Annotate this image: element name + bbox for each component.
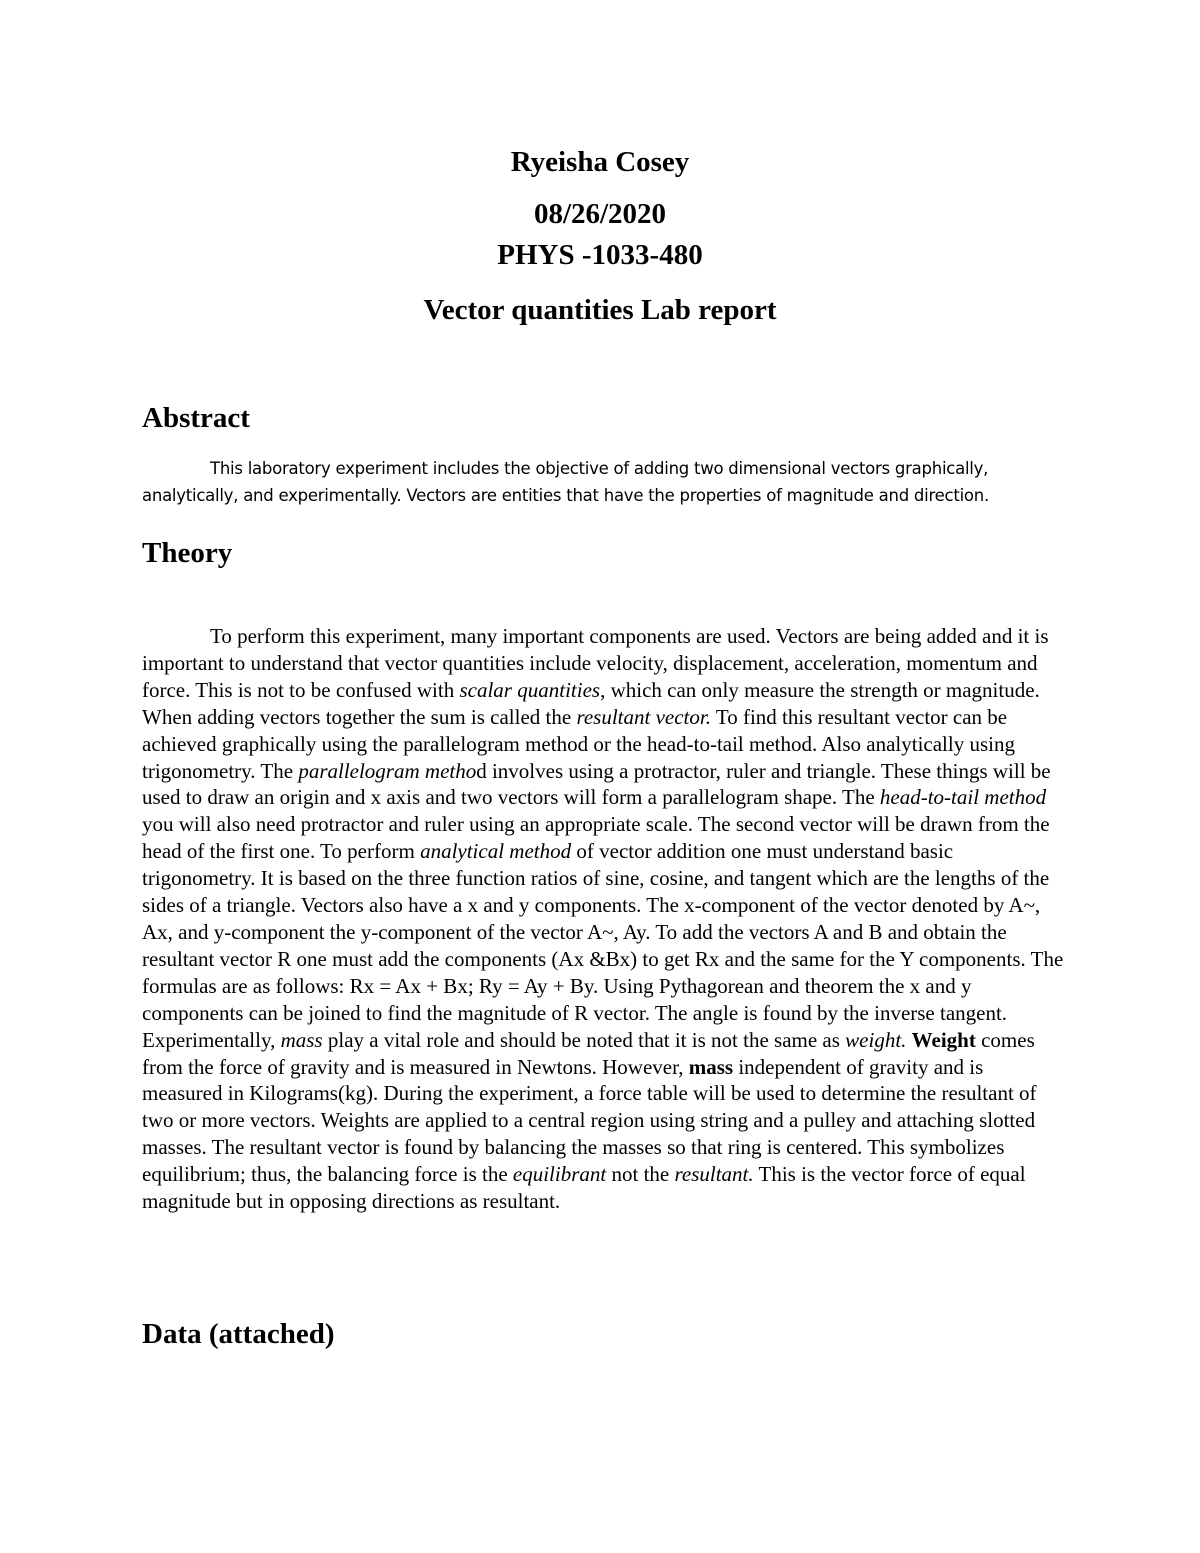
theory-term-italic: mass [280,1027,323,1052]
theory-term-italic: equilibrant [512,1162,607,1187]
theory-paragraph [142,623,1067,1215]
theory-text: play a vital role and should be noted that it is not the same as [322,1027,846,1052]
theory-text: of vector addition one must understand basic trigonometry. It is based on the three function ratios of sine, cosine, and tangent which are the lengths of the sides of a triangle. Vectors also have a x and y components. The x-component of the vector denoted by A~, Ax, and y-component the y-component of the vector A~, Ay. To add the vectors A and B and obtain the resultant vector R one must add the components (Ax &Bx) to get Rx and the same for the Y components. The formulas are as follows: Rx = Ax + Bx; Ry = Ay + By. Using Pythagorean and theorem the x and y components can be joined to find the magnitude of R vector. The angle is found by the inverse tangent. Experimentally, [142,839,1064,1052]
theory-text: To perform this experiment, many important components are used. Vectors are being added and it is important to understand that vector quantities include velocity, displacement, acceleration, momentum and force. This is not to be confused with [142,624,1049,702]
theory-term-italic: analytical method [420,839,572,864]
theory-text: This is the vector force of equal magnitude but in opposing directions as resultant. [142,1162,1026,1214]
theory-term-italic: weight. [845,1027,907,1052]
course-code: PHYS -1033-480 [497,239,703,271]
data-heading: Data (attached) [142,1318,335,1350]
author-name: Ryeisha Cosey [510,146,690,178]
theory-term-italic: parallelogram metho [298,758,477,783]
theory-text: independent of gravity and is measured in Kilograms(kg). During the experiment, a force table will be used to determine the resultant of two or more vectors. Weights are applied to a central region using string and a pulley and attaching slotted masses. The resultant vector is found by balancing the masses so that ring is centered. This symbolizes equilibrium; thus, the balancing force is the [142,1054,1037,1187]
theory-term-italic: scalar quantities, [459,677,606,702]
theory-term-italic: resultant vector. [576,704,711,729]
theory-term-italic: head-to-tail method [879,785,1047,810]
report-date: 08/26/2020 [533,198,667,230]
abstract-text: This laboratory experiment includes the objective of adding two dimensional vectors graphically, analytically, and experimentally. Vectors are entities that have the properties of magnitude and direction. [142,459,989,505]
theory-text: d involves using a protractor, ruler and triangle. These things will be used to draw an origin and x axis and two vectors will form a parallelogram shape. The [142,758,1051,810]
abstract-heading: Abstract [142,402,250,434]
theory-text: To find this resultant vector can be achieved graphically using the parallelogram method or the head-to-tail method. Also analytically using trigonometry. The [142,704,1015,783]
theory-heading: Theory [142,537,233,569]
theory-text: comes from the force of gravity and is measured in Newtons. However, [142,1027,1035,1079]
theory-text: which can only measure the strength or magnitude. When adding vectors together the sum is called the [142,677,1040,729]
theory-term-italic: resultant. [674,1162,754,1187]
theory-text: you will also need protractor and ruler using an appropriate scale. The second vector will be drawn from the head of the first one. To perform [142,812,1050,864]
abstract-paragraph [142,456,1072,509]
report-title: Vector quantities Lab report [423,294,777,326]
theory-term-bold: mass [688,1054,734,1079]
theory-text: not the [606,1162,675,1187]
theory-term-bold: Weight [911,1027,976,1052]
